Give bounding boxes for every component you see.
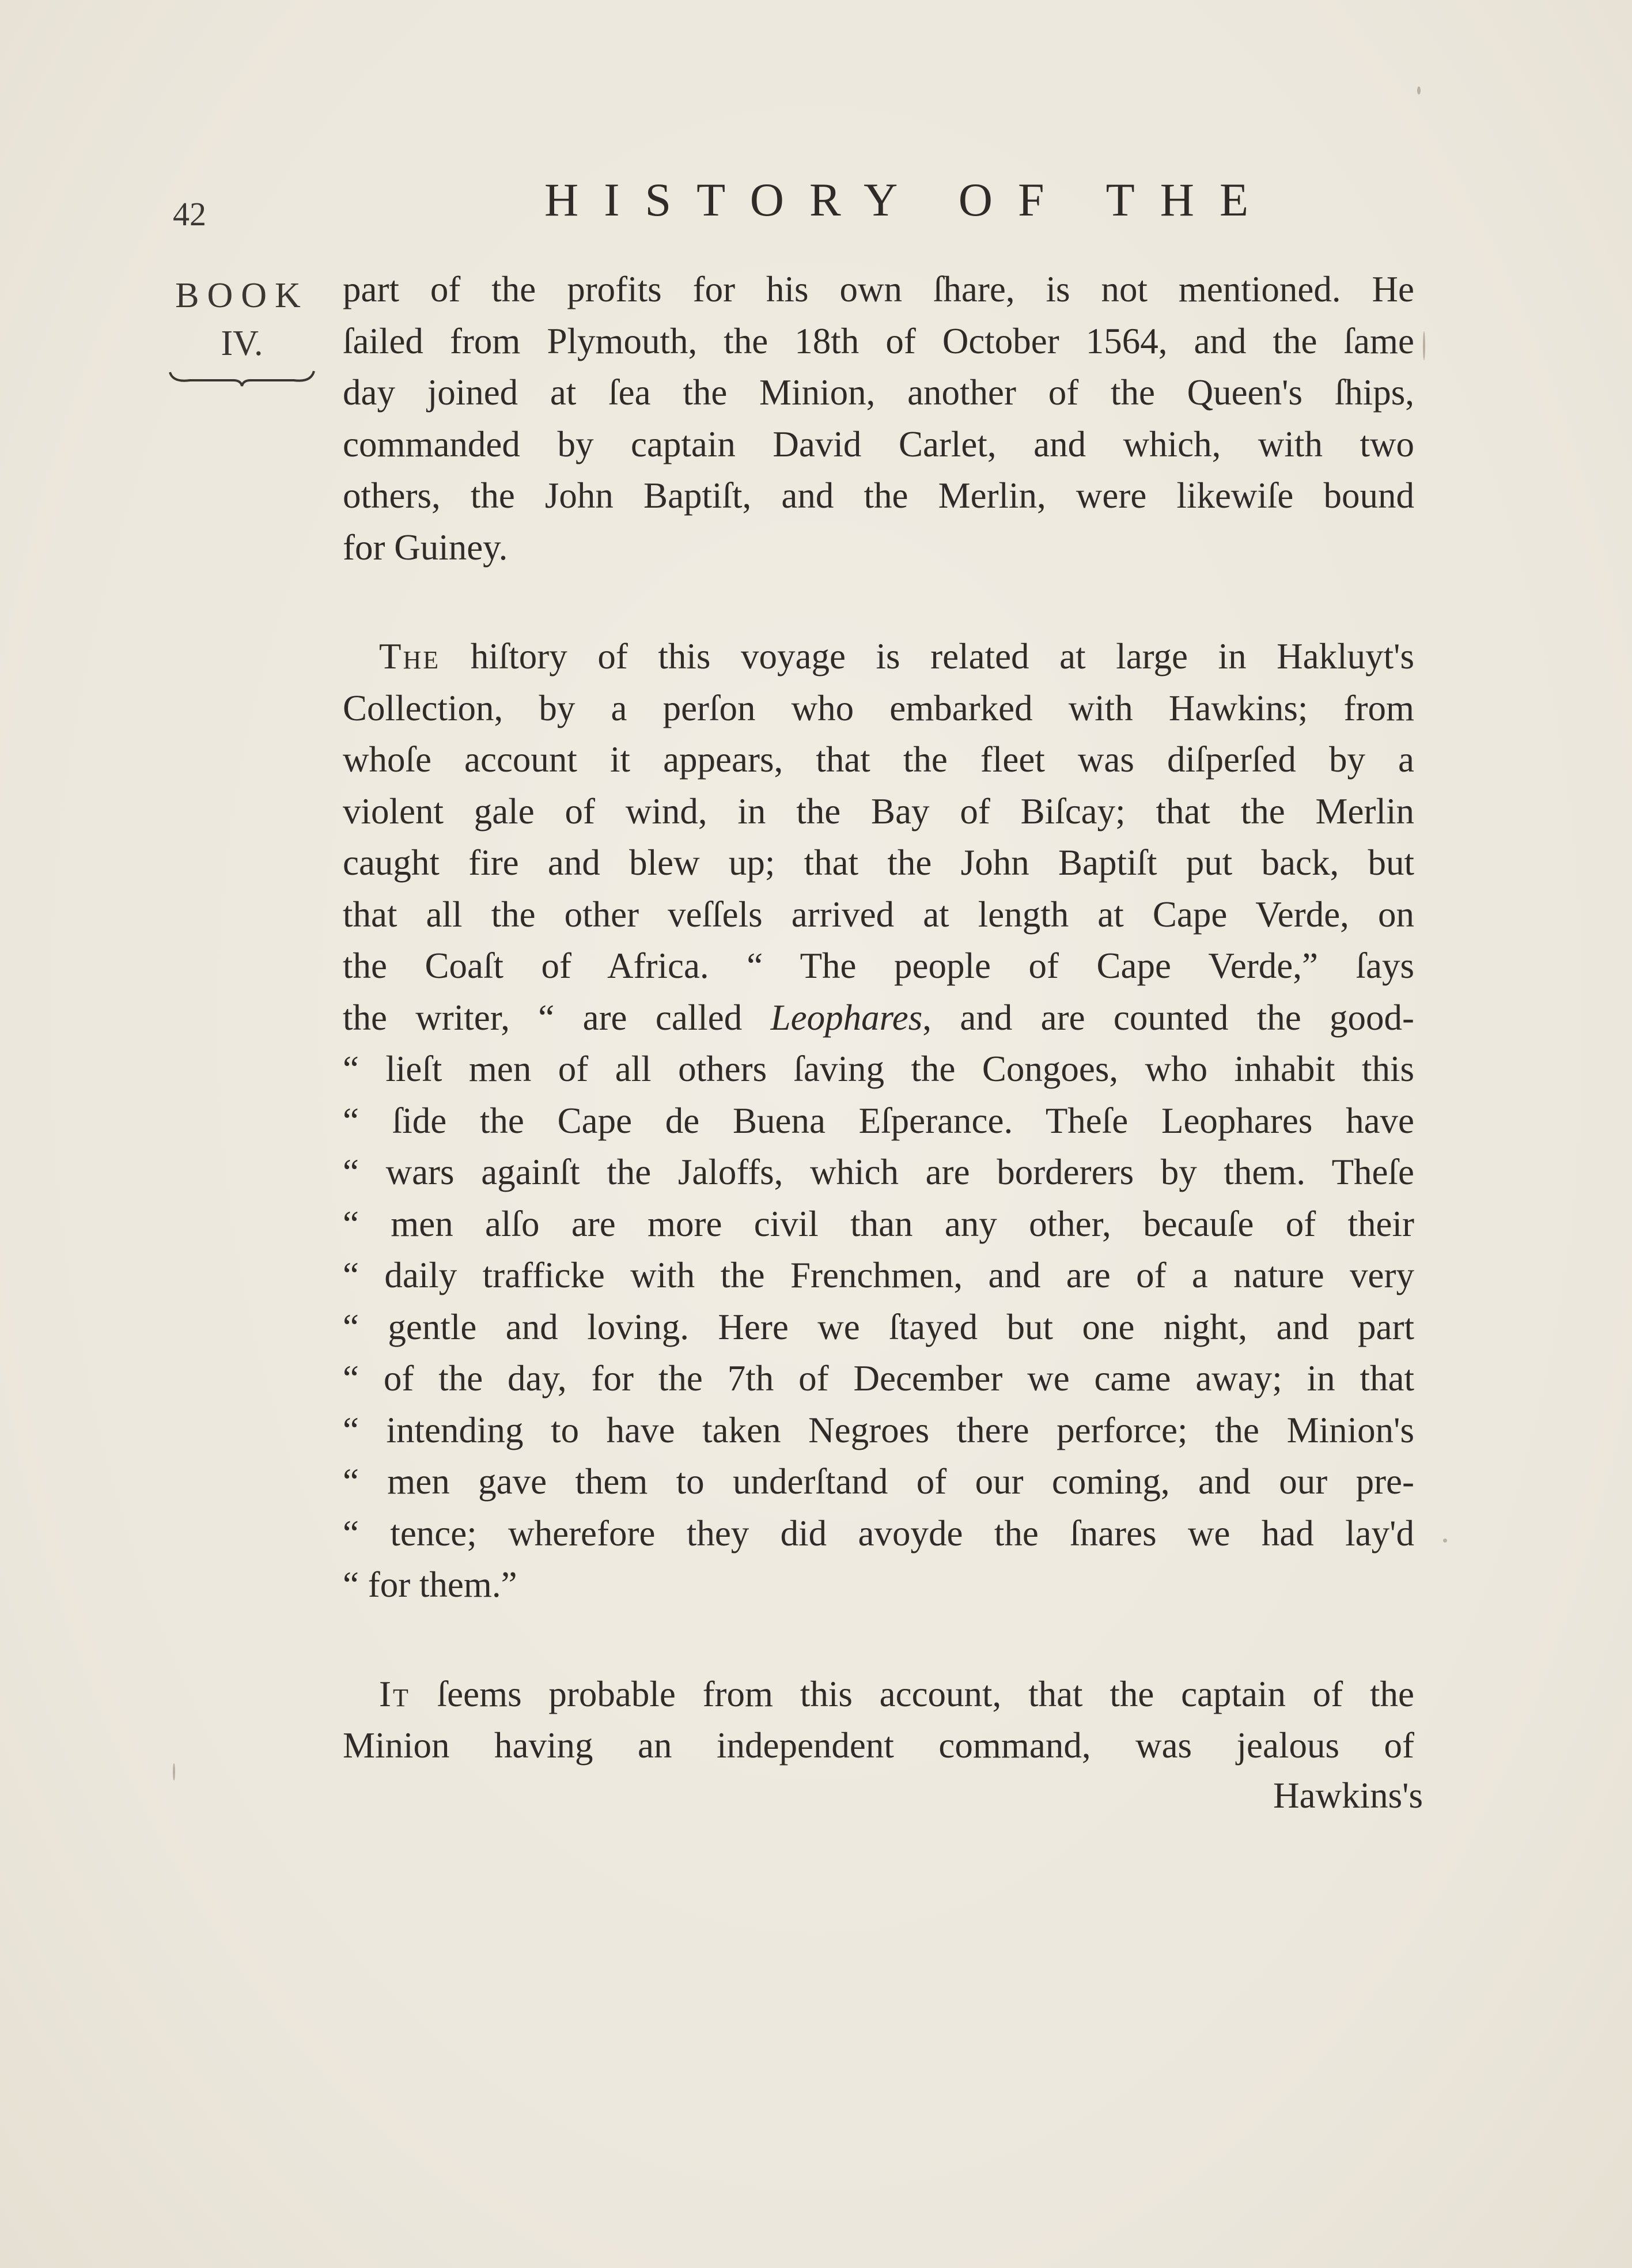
margin-note [164,271,320,390]
paper-speck [1443,1539,1447,1543]
paper-speck [1423,331,1425,360]
text-line: “ daily trafficke with the Frenchmen, and are of a nature very [343,1255,1414,1295]
text-line: ſailed from Plymouth, the 18th of October 1564, and the ſame [343,320,1414,361]
paper-speck [1417,86,1421,94]
book-number: IV. [221,324,263,363]
text-line: the Coaſt of Africa. “ The people of Cape Verde,” ſays [343,946,1414,986]
text-line: the writer, “ are called Leophares, and are counted the good- [343,997,1414,1038]
text-line: part of the profits for his own ſhare, is not mentioned. He [343,269,1414,309]
text-line: Minion having an independent command, was jealous of [343,1725,1414,1766]
paragraph-3 [343,1669,1414,1772]
text-line: “ wars againſt the Jaloffs, which are borderers by them. Theſe [343,1152,1414,1192]
paragraph-1 [343,264,1414,573]
italic-term: Leophares [770,997,923,1038]
body-text [343,264,1414,1772]
book-label: BOOK [175,276,309,315]
text-line: day joined at ſea the Minion, another of the Queen's ſhips, [343,372,1414,413]
page-header [0,173,1632,236]
text-line: whoſe account it appears, that the fleet was diſperſed by a [343,739,1414,780]
text-line: commanded by captain David Carlet, and which, with two [343,424,1414,464]
catchword: Hawkins's [1273,1775,1423,1816]
page-number: 42 [173,195,206,233]
running-title: HISTORY OF THE [544,173,1274,226]
text-line: “ lieſt men of all others ſaving the Congoes, who inhabit this [343,1049,1414,1089]
text-line: “ tence; wherefore they did avoyde the ſnares we had lay'd [343,1513,1414,1553]
text-line: Collection, by a perſon who embarked with Hawkins; from [343,687,1414,728]
paragraph-lead: It [379,1673,410,1714]
text-line: caught fire and blew up; that the John Baptiſt put back, but [343,842,1414,883]
text-line: violent gale of wind, in the Bay of Biſcay; that the Merlin [343,791,1414,831]
brace-ornament [167,366,317,390]
text-line: “ gentle and loving. Here we ſtayed but one night, and part [343,1306,1414,1347]
text-line: that all the other veſſels arrived at length at Cape Verde, on [343,894,1414,935]
text-line: “ men alſo are more civil than any other, becauſe of their [343,1203,1414,1244]
text-line: “ intending to have taken Negroes there perforce; the Minion's [343,1409,1414,1450]
text-line: “ men gave them to underſtand of our coming, and our pre- [343,1461,1414,1502]
text-line: ſeems probable from this account, that the captain of the [410,1673,1414,1714]
text-line: “ of the day, for the 7th of December we came away; in that [343,1358,1414,1398]
text-line: hiſtory of this voyage is related at large in Hakluyt's [440,636,1414,676]
text-line: for Guiney. [343,527,508,568]
text-line: others, the John Baptiſt, and the Merlin, were likewiſe bound [343,475,1414,516]
text-line: “ ſide the Cape de Buena Eſperance. Theſe Leophares have [343,1100,1414,1141]
paragraph-lead: The [379,636,441,676]
text-line: “ for them.” [343,1564,517,1605]
text-line-first [343,1669,1414,1721]
paper-speck [173,1763,175,1781]
paragraph-2 [343,631,1414,1611]
text-line-first [343,631,1414,683]
